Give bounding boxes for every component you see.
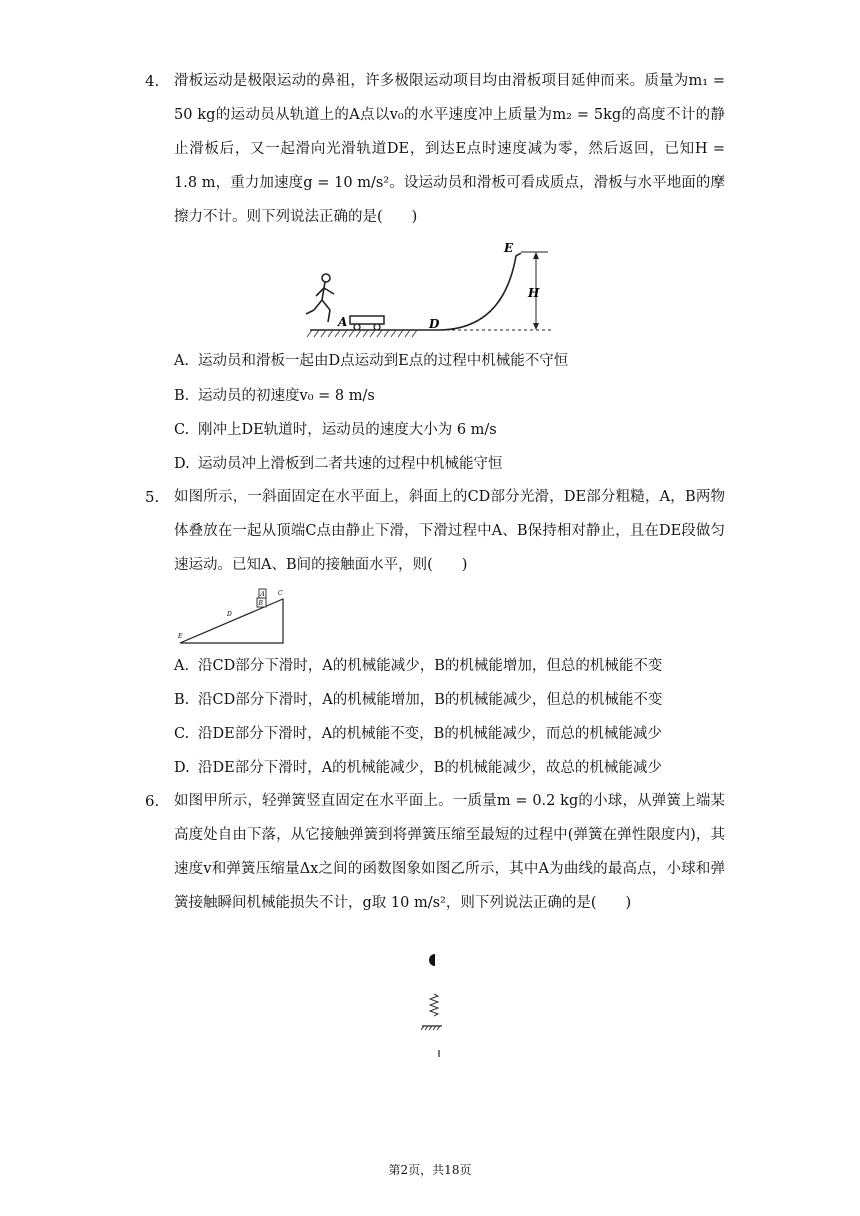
incline-figure xyxy=(174,585,290,647)
q4-option-d[interactable]: D. 运动员冲上滑板到二者共速的过程中机械能守恒 xyxy=(174,456,503,472)
question-5 xyxy=(145,480,725,582)
page-footer: 第2页，共18页 xyxy=(388,1163,472,1177)
question-number: 5. xyxy=(145,488,160,506)
skateboard-track-figure xyxy=(298,238,560,338)
q4-option-c[interactable]: C. 刚冲上DE轨道时，运动员的速度大小为 6 m/s xyxy=(174,422,497,438)
question-number: 4. xyxy=(145,72,160,90)
label-a: A xyxy=(338,315,348,329)
label-d: D xyxy=(429,317,440,331)
spring-figure xyxy=(418,950,448,1062)
athlete-figure xyxy=(306,274,334,322)
label-b: B xyxy=(258,600,263,607)
q5-option-b[interactable]: B. 沿CD部分下滑时，A的机械能增加，B的机械能减少，但总的机械能不变 xyxy=(174,692,663,708)
label-a: A xyxy=(260,591,265,598)
q5-option-d[interactable]: D. 沿DE部分下滑时，A的机械能减少，B的机械能减少，故总的机械能减少 xyxy=(174,760,662,776)
question-stem: 滑板运动是极限运动的鼻祖，许多极限运动项目均由滑板项目延伸而来。质量为m₁ = 50 kg的运动员从轨道上的A点以v₀的水平速度冲上质量为m₂ = 5kg的高度不计的静止滑板后，又一起滑向光滑轨道DE，到达E点时速度减为零，然后返回，已知H = 1.8 m，重力加速度g = 10 m/s²。设运动员和滑板可看成质点，滑板与水平地面的摩擦力不计。则下列说法正确的是( ) xyxy=(174,73,725,225)
label-c: C xyxy=(278,590,283,597)
curved-track xyxy=(438,253,521,330)
q4-option-a[interactable]: A. 运动员和滑板一起由D点运动到E点的过程中机械能不守恒 xyxy=(174,353,569,369)
question-stem: 如图甲所示，轻弹簧竖直固定在水平面上。一质量m = 0.2 kg的小球，从弹簧上端某高度处自由下落，从它接触弹簧到将弹簧压缩至最短的过程中(弹簧在弹性限度内)，其速度v和弹簧压缩量Δx之间的函数图象如图乙所示，其中A为曲线的最高点，小球和弹簧接触瞬间机械能损失不计，g取 10 m/s²，则下列说法正确的是( ) xyxy=(174,793,725,911)
label-d: D xyxy=(227,611,232,618)
q5-option-a[interactable]: A. 沿CD部分下滑时，A的机械能减少，B的机械能增加，但总的机械能不变 xyxy=(174,658,663,674)
question-4 xyxy=(145,64,725,234)
q4-option-b[interactable]: B. 运动员的初速度v₀ = 8 m/s xyxy=(174,388,375,404)
label-e: E xyxy=(178,633,183,640)
question-stem: 如图所示，一斜面固定在水平面上，斜面上的CD部分光滑，DE部分粗糙，A，B两物体叠放在一起从顶端C点由静止下滑，下滑过程中A、B保持相对静止，且在DE段做匀速运动。已知A、B间的接触面水平，则( ) xyxy=(174,489,725,573)
question-6 xyxy=(145,784,725,920)
question-number: 6. xyxy=(145,792,160,810)
label-e: E xyxy=(504,241,514,255)
ball xyxy=(429,954,435,966)
q5-option-c[interactable]: C. 沿DE部分下滑时，A的机械能不变，B的机械能减少，而总的机械能减少 xyxy=(174,726,662,742)
label-h: H xyxy=(528,286,540,300)
spring-coil xyxy=(430,994,438,1016)
skateboard xyxy=(350,316,384,330)
incline-wedge xyxy=(180,599,283,643)
